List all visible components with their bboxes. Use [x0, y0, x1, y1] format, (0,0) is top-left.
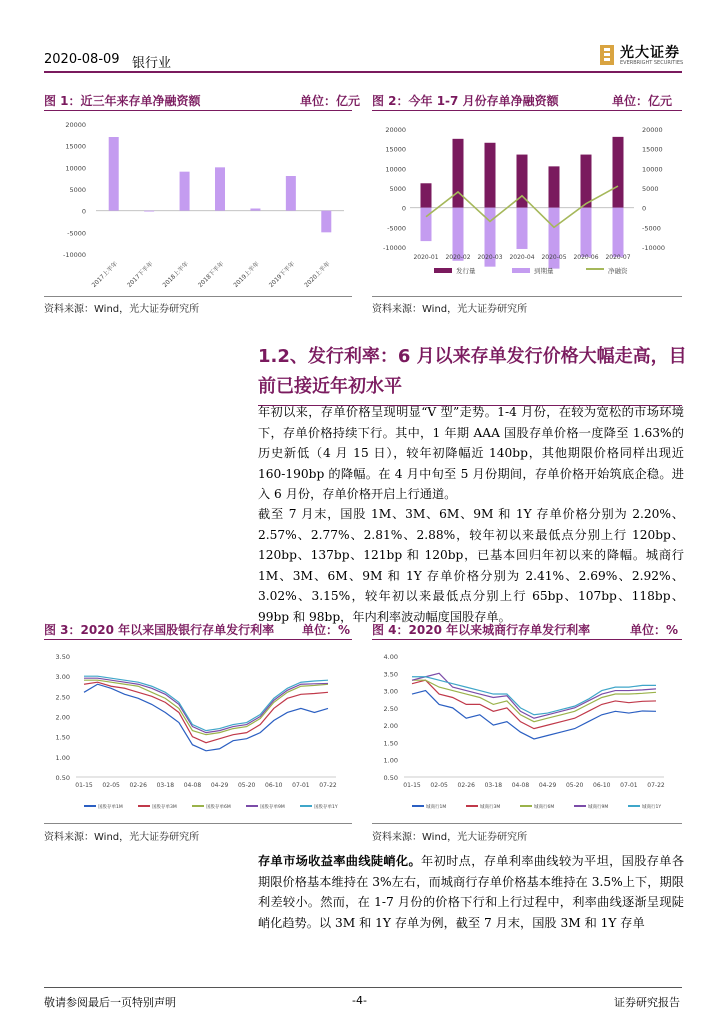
figure-1-unit: 单位：亿元: [300, 94, 361, 108]
y-tick-label-right: -10000: [642, 244, 666, 252]
legend-label: 净融资: [608, 267, 628, 275]
header-divider: [44, 71, 682, 73]
y-tick-label: 3.00: [383, 687, 398, 696]
legend-label: 国股存单1M: [98, 805, 123, 810]
figure-3-source-rule: [44, 823, 352, 824]
legend-swatch: [246, 805, 258, 807]
x-tick-label: 07-22: [319, 782, 337, 789]
y-tick-label: 5000: [69, 186, 86, 194]
x-tick-label: 02-05: [430, 782, 448, 789]
y-tick-label-left: 5000: [389, 185, 406, 193]
y-tick-label: 4.00: [383, 653, 398, 661]
bar-issuance: [485, 143, 496, 208]
legend-label: 城商行9M: [588, 805, 609, 810]
x-tick-label: 05-20: [237, 782, 256, 789]
page-number: -4-: [352, 994, 367, 1007]
bar: [144, 211, 154, 212]
y-tick-label: 0.50: [383, 774, 398, 782]
series-line: [412, 677, 656, 715]
legend-label: 城商行1Y: [642, 805, 662, 810]
bar-issuance: [421, 183, 432, 207]
x-tick-label: 2020-03: [477, 254, 503, 261]
report-date: 2020-08-09: [44, 52, 120, 67]
x-tick-label: 06-10: [265, 782, 283, 789]
legend-swatch: [412, 805, 424, 807]
bar-maturity: [421, 208, 432, 241]
y-tick-label-left: 0: [401, 204, 406, 213]
figure-3-rule: [44, 639, 352, 640]
figure-2-chart: [372, 112, 682, 294]
x-tick-label: 2020-07: [605, 254, 631, 261]
x-tick-label: 2020-05: [541, 254, 567, 261]
figure-3-chart: [44, 644, 352, 822]
x-tick-label: 02-26: [457, 782, 475, 789]
bar-issuance: [581, 155, 592, 208]
y-tick-label: -10000: [62, 251, 86, 259]
y-tick-label-right: 0: [642, 204, 647, 213]
figure-1-title: 图 1：近三年来存单净融资额: [44, 94, 201, 108]
x-tick-label: 03-18: [484, 782, 503, 789]
x-tick-label: 02-26: [129, 782, 147, 789]
figure-4-unit: 单位：%: [630, 623, 679, 637]
figure-1-source-rule: [44, 296, 352, 297]
figure-1-source: 资料来源：Wind，光大证券研究所: [44, 304, 200, 315]
x-tick-label: 01-15: [75, 782, 93, 789]
figure-4-rule: [372, 639, 682, 640]
legend-swatch: [84, 805, 96, 807]
legend-swatch: [138, 805, 150, 807]
x-tick-label: 07-01: [292, 782, 310, 789]
figure-2-rule: [372, 110, 682, 111]
x-tick-label: 04-29: [538, 782, 557, 789]
figure-2-source: 资料来源：Wind，光大证券研究所: [372, 304, 528, 315]
legend-label: 发行量: [456, 267, 476, 275]
y-tick-label: 1.50: [55, 733, 70, 742]
y-tick-label: 0: [81, 207, 86, 216]
y-tick-label-left: -5000: [387, 224, 406, 233]
brand-logo: [598, 42, 688, 70]
figure-3-title: 图 3：2020 年以来国股银行存单发行利率: [44, 623, 275, 637]
x-tick-label: 07-01: [620, 782, 638, 789]
y-tick-label: 2.50: [55, 693, 70, 702]
bar-maturity: [581, 208, 592, 257]
footer-disclaimer: 敬请参阅最后一页特别声明: [44, 996, 176, 1009]
paragraph-3: [258, 851, 684, 933]
figure-4-chart: [372, 644, 682, 822]
series-line: [84, 682, 328, 743]
legend-label: 城商行1M: [426, 805, 447, 810]
x-tick-label: 02-05: [102, 782, 120, 789]
legend-label: 城商行3M: [480, 805, 501, 810]
x-tick-label: 04-08: [183, 782, 202, 789]
bar-maturity: [453, 208, 464, 261]
bar: [250, 209, 260, 211]
y-tick-label-left: 15000: [385, 145, 406, 154]
x-tick-label: 2018上半年: [161, 260, 190, 289]
legend-swatch: [466, 805, 478, 807]
y-tick-label: -5000: [67, 229, 86, 238]
legend-swatch: [574, 805, 586, 807]
series-line: [84, 676, 328, 730]
bar-issuance: [613, 137, 624, 208]
paragraph-3-lead: 存单市场收益率曲线陡峭化。: [258, 854, 422, 868]
x-tick-label: 01-15: [403, 782, 421, 789]
paragraph-2: 截至 7 月末，国股 1M、3M、6M、9M 和 1Y 存单价格分别为 2.20%、2.57%、2.77%、2.81%、2.88%，较年初以来最低点分别上行 120bp、120bp、137bp、121bp 和 120bp，已基本回归年初以来的降幅。城商行 1M、3M、6M、9M 和 1Y 存单价格分别为 2.41%、2.69%、2.92%、3.02%、3.15%，较年初以来最低点分别上行 65bp、107bp、118bp、99bp 和 98bp，年内利率波动幅度国股存单。: [258, 507, 684, 624]
bar: [180, 172, 190, 211]
x-tick-label: 2017下半年: [126, 260, 155, 289]
bar: [321, 211, 331, 233]
bar: [286, 176, 296, 211]
footer-report-type: 证券研究报告: [614, 996, 680, 1009]
y-tick-label: 3.50: [55, 653, 70, 661]
logo-subtext: EVERBRIGHT SECURITIES: [620, 60, 684, 66]
footer-divider: [44, 987, 682, 988]
figure-3-unit: 单位：%: [302, 623, 351, 637]
x-tick-label: 2020-04: [509, 254, 535, 261]
x-tick-label: 06-10: [593, 782, 611, 789]
y-tick-label-right: 5000: [642, 185, 659, 193]
x-tick-label: 2019下半年: [267, 260, 297, 289]
figure-2-title: 图 2：今年 1-7 月份存单净融资额: [372, 94, 559, 108]
y-tick-label: 2.00: [383, 722, 398, 731]
bar-maturity: [517, 208, 528, 249]
x-tick-label: 2020-06: [573, 254, 599, 261]
paragraph-1: 年初以来，存单价格呈现明显“V 型”走势。1-4 月份，在较为宽松的市场环境下，存单价格持续下行。其中，1 年期 AAA 国股存单价格一度降至 1.63%的历史新低（4 月 15 日），较年初降幅近 140bp，其他期限价格同样出现近 160-190bp 的降幅。在 4 月中旬至 5 月份期间，存单价格开始筑底企稳。进入 6 月份，存单价格开启上行通道。: [258, 405, 684, 501]
x-tick-label: 05-20: [565, 782, 584, 789]
y-tick-label-left: -10000: [382, 244, 406, 252]
y-tick-label-right: 20000: [642, 126, 663, 134]
figure-4-source-rule: [372, 823, 682, 824]
report-sector: 银行业: [132, 56, 172, 71]
legend-swatch: [512, 268, 530, 273]
legend-label: 国股存单1Y: [314, 805, 338, 810]
series-line: [84, 684, 328, 751]
y-tick-label-right: 15000: [642, 145, 663, 154]
x-tick-label: 04-08: [511, 782, 530, 789]
legend-label: 城商行6M: [534, 805, 555, 810]
legend-label: 国股存单6M: [206, 805, 231, 810]
figure-1-chart: [44, 112, 352, 294]
legend-label: 国股存单3M: [152, 805, 177, 810]
legend-swatch: [192, 805, 204, 807]
y-tick-label: 15000: [65, 142, 86, 151]
bar: [109, 137, 119, 211]
figure-3-source: 资料来源：Wind，光大证券研究所: [44, 832, 200, 843]
y-tick-label-right: 10000: [642, 165, 663, 174]
legend-swatch: [628, 805, 640, 807]
x-tick-label: 2018下半年: [196, 260, 226, 289]
figure-4-title: 图 4：2020 年以来城商行存单发行利率: [372, 623, 591, 637]
x-tick-label: 2020上半年: [303, 260, 332, 289]
y-tick-label-left: 10000: [385, 165, 406, 174]
section-heading: 1.2、发行利率：6 月以来存单发行价格大幅走高，目前已接近年初水平: [258, 346, 687, 397]
y-tick-label: 0.50: [55, 774, 70, 782]
legend-swatch: [434, 268, 452, 273]
bar-issuance: [549, 166, 560, 207]
x-tick-label: 03-18: [156, 782, 175, 789]
paragraph-3-body: 年初时点，存单利率曲线较为平坦，国股存单各期限价格基本维持在 3%左右，而城商行存单价格基本维持在 3.5%上下，期限利差较小。然而，在 1-7 月份的价格下行和上行过程中，利率曲线逐渐呈现陡峭化趋势。以 3M 和 1Y 存单为例，截至 7 月末，国股 3M 和 1Y 存单: [258, 854, 685, 930]
y-tick-label-right: -5000: [642, 224, 661, 233]
legend-swatch: [520, 805, 532, 807]
legend-swatch: [586, 268, 604, 270]
x-tick-label: 04-29: [210, 782, 229, 789]
bar: [215, 167, 225, 210]
y-tick-label: 10000: [65, 164, 86, 173]
logo-text: 光大证券: [620, 45, 680, 61]
x-tick-label: 2020-02: [445, 254, 471, 261]
legend-label: 到期量: [534, 267, 554, 275]
y-tick-label: 1.00: [383, 756, 398, 765]
bar-issuance: [453, 139, 464, 208]
y-tick-label: 2.50: [383, 704, 398, 713]
figure-2-source-rule: [372, 296, 682, 297]
y-tick-label: 20000: [65, 121, 86, 129]
legend-label: 国股存单9M: [260, 805, 285, 810]
figure-1-rule: [44, 110, 352, 111]
x-tick-label: 07-22: [647, 782, 665, 789]
figure-4-source: 资料来源：Wind，光大证券研究所: [372, 832, 528, 843]
y-tick-label: 3.00: [55, 673, 70, 682]
figure-2-unit: 单位：亿元: [612, 94, 673, 108]
y-tick-label: 2.00: [55, 713, 70, 722]
x-tick-label: 2020-01: [413, 254, 439, 261]
legend-swatch: [300, 805, 312, 807]
x-tick-label: 2019上半年: [232, 260, 261, 289]
x-tick-label: 2017上半年: [90, 260, 120, 289]
bar-maturity: [613, 208, 624, 257]
y-tick-label: 1.50: [383, 739, 398, 748]
y-tick-label: 3.50: [383, 670, 398, 679]
y-tick-label: 1.00: [55, 753, 70, 762]
y-tick-label-left: 20000: [385, 126, 406, 134]
